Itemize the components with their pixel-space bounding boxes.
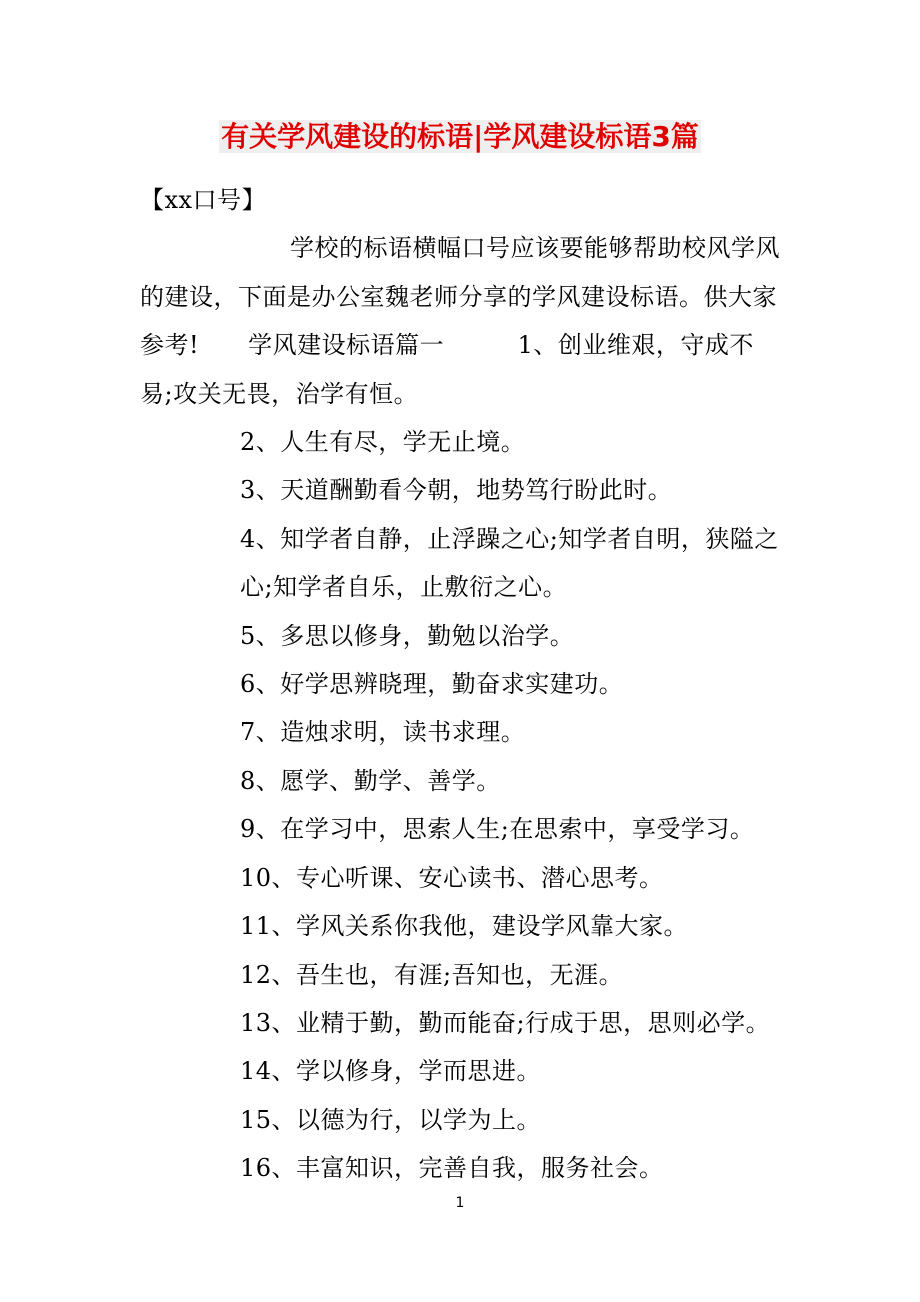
list-item: 9、在学习中，思索人生;在思索中，享受学习。 (240, 815, 755, 844)
list-item: 5、多思以修身，勤勉以治学。 (240, 621, 575, 650)
list-item: 15、以德为行，以学为上。 (240, 1105, 542, 1134)
list-item: 10、专心听课、安心读书、潜心思考。 (240, 863, 664, 892)
list-item: 4、知学者自静，止浮躁之心;知学者自明，狭隘之心;知学者自乐，止敷衍之心。 (240, 524, 779, 602)
list-item: 8、愿学、勤学、善学。 (240, 766, 501, 795)
list-item: 12、吾生也，有涯;吾知也，无涯。 (240, 960, 624, 989)
list-item: 14、学以修身，学而思进。 (240, 1057, 542, 1086)
list-item: 13、业精于勤，勤而能奋;行成于思，思则必学。 (240, 1008, 771, 1037)
list-item: 16、丰富知识，完善自我，服务社会。 (240, 1154, 664, 1183)
page-number: 1 (455, 1195, 465, 1211)
document-title (0, 116, 920, 158)
intro-paragraph: 学校的标语横幅口号应该要能够帮助校风学风的建设，下面是办公室魏老师分享的学风建设标语。供大家参考! 学风建设标语篇一 1、创业维艰，守成不易;攻关无畏，治学有恒。 (140, 234, 780, 408)
list-item: 3、天道酬勤看今朝，地势笃行盼此时。 (240, 476, 673, 505)
list-item: 2、人生有尽，学无止境。 (240, 428, 526, 457)
list-item: 7、造烛求明，读书求理。 (240, 718, 526, 747)
list-item: 6、好学思辨晓理，勤奋求实建功。 (240, 670, 624, 699)
document-body (140, 176, 780, 1193)
list-item: 11、学风关系你我他，建设学风靠大家。 (240, 912, 689, 941)
document-title-text: 有关学风建设的标语|学风建设标语3篇 (221, 120, 699, 153)
section-label: 【xx口号】 (140, 186, 267, 214)
